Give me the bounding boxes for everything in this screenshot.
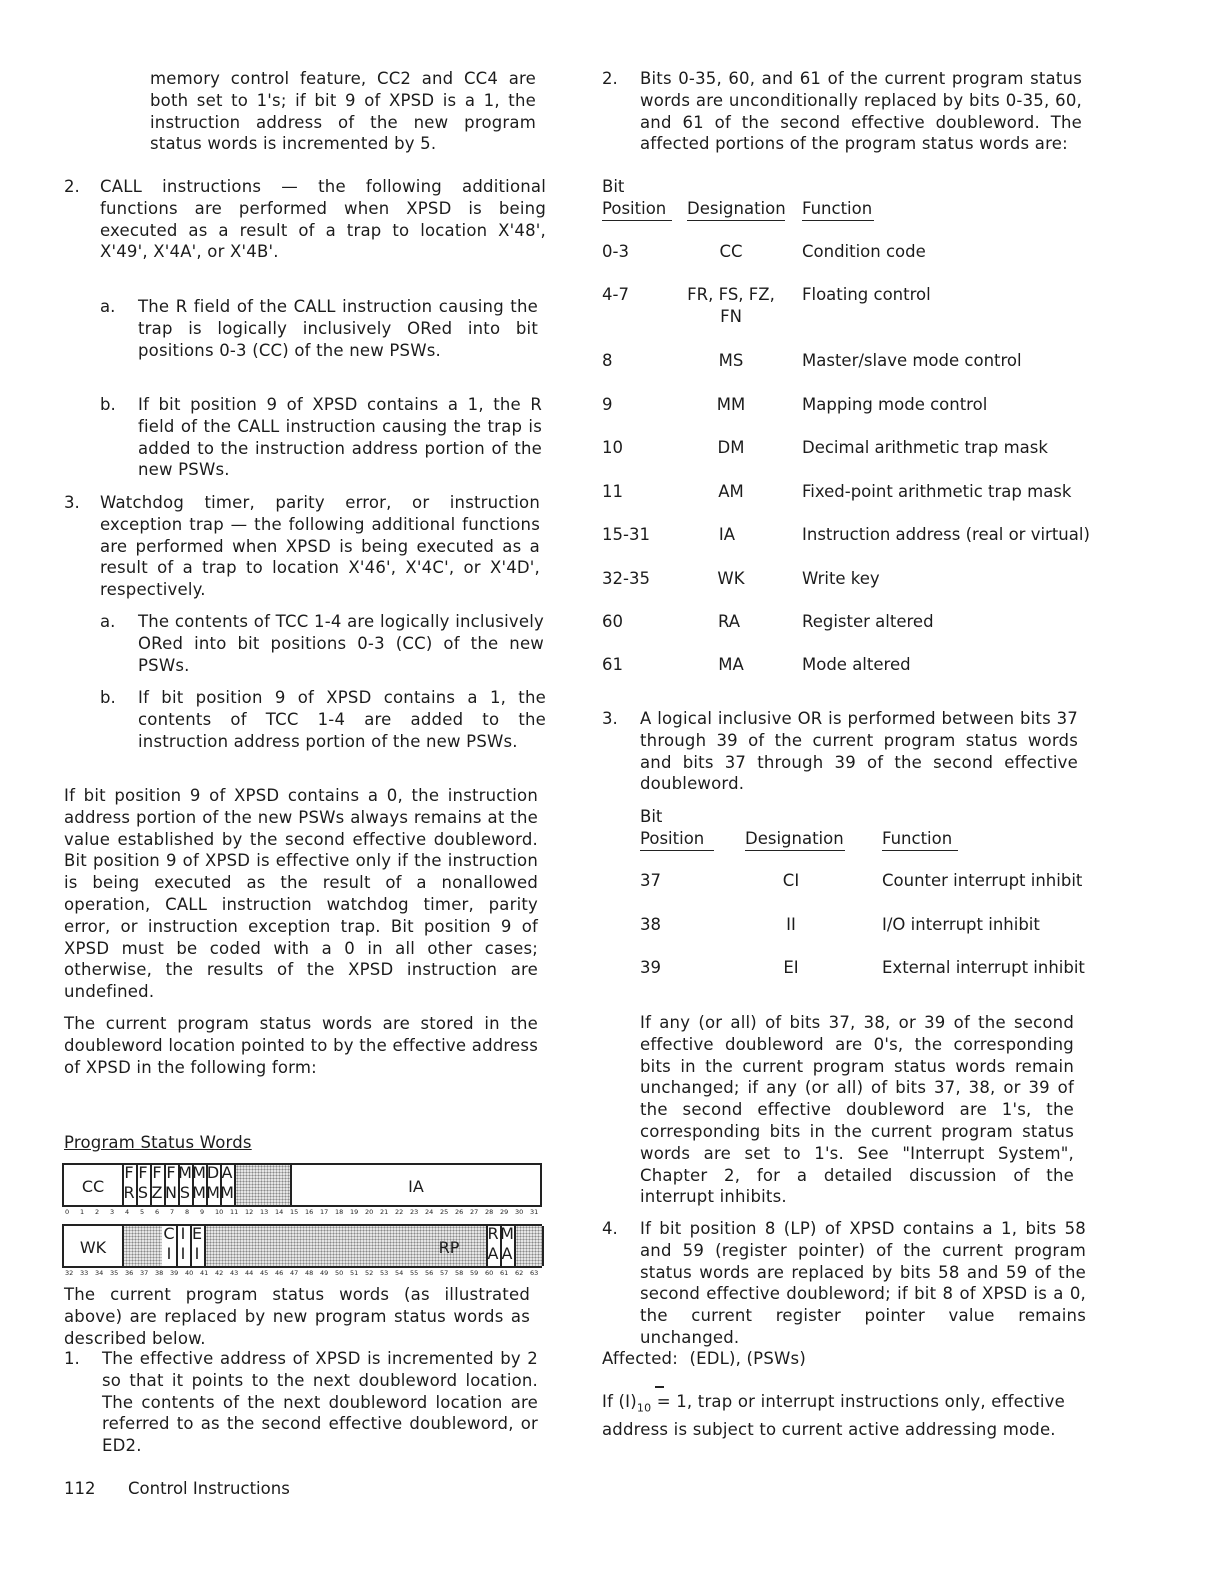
right-item-3-number: 3. (602, 709, 618, 728)
psw-bit-number: 50 (335, 1269, 344, 1277)
psw-bit-number: 35 (110, 1269, 119, 1277)
table1-row-designation: WK (717, 569, 745, 588)
table1-row-position: 15-31 (602, 525, 650, 544)
psw-bit-number: 42 (215, 1269, 224, 1277)
left-item-3a-label: a. (100, 612, 116, 631)
table1-header-function: Function (802, 198, 874, 221)
psw-bit-number: 29 (500, 1208, 509, 1216)
psw-bit-number: 15 (290, 1208, 299, 1216)
right-paragraph-inhibits: If any (or all) of bits 37, 38, or 39 of the second effective doubleword are 0's, the corresponding bits in the current program status words remain unchanged; if any (or all) of bits 37, 38, or 39 of the second effective doubleword are 1's, the corresponding bits in the current program status words are set to 1's. See "Interrupt System", Chapter 2, for a detailed discussion of the interrupt inhibits. (640, 1013, 1074, 1207)
table2-row-position: 38 (640, 915, 661, 934)
left-item-3b-text: If bit position 9 of XPSD contains a 1, the contents of TCC 1-4 are added to the instruction address portion of the new PSWs. (138, 688, 546, 751)
reserved-bits-62-63 (516, 1226, 542, 1266)
psw-field-cc: CC (81, 1177, 105, 1196)
psw-bit-number: 52 (365, 1269, 374, 1277)
psw-bit-number: 38 (155, 1269, 164, 1277)
psw-bit-number: 20 (365, 1208, 374, 1216)
psw-bit-number: 57 (440, 1269, 449, 1277)
table1-row-position: 8 (602, 351, 613, 370)
psw-field-ma: M A (500, 1224, 514, 1263)
psw-field-am: A M (220, 1163, 234, 1202)
left-item-2b-label: b. (100, 395, 116, 414)
psw-bit-number: 55 (410, 1269, 419, 1277)
psw-bit-number: 10 (215, 1208, 224, 1216)
psw-bit-number: 44 (245, 1269, 254, 1277)
table1-row-function: Condition code (802, 242, 926, 261)
table1-row-function: Decimal arithmetic trap mask (802, 438, 1048, 457)
psw-bit-number: 1 (80, 1208, 85, 1216)
psw-bit-number: 16 (305, 1208, 314, 1216)
table1-row-function: Mode altered (802, 655, 911, 674)
psw-word-2-bit-numbers (62, 1268, 542, 1278)
psw-bit-number: 28 (485, 1208, 494, 1216)
footer-section-title: Control Instructions (128, 1479, 290, 1498)
psw-bit-number: 62 (515, 1269, 524, 1277)
left-paragraph-replaced: The current program status words (as illustrated above) are replaced by new program status words as described below. (64, 1285, 530, 1348)
psw-bit-number: 63 (530, 1269, 539, 1277)
psw-bit-number: 2 (95, 1208, 100, 1216)
psw-bit-number: 58 (455, 1269, 464, 1277)
right-item-3-text: A logical inclusive OR is performed between bits 37 through 39 of the current program status words and bits 37 through 39 of the second effective doubleword. (640, 709, 1078, 794)
psw-bit-number: 39 (170, 1269, 179, 1277)
addressing-note-rest: = 1, trap or interrupt instructions only, effective address is subject to current active addressing mode. (602, 1392, 1065, 1440)
table2-row-designation: II (786, 915, 796, 934)
table1-row-designation: AM (718, 482, 744, 501)
psw-bit-number: 51 (350, 1269, 359, 1277)
table2-header-designation: Designation (745, 828, 845, 851)
reserved-bits-36-37 (122, 1226, 162, 1266)
left-item-1-number: 1. (64, 1349, 80, 1368)
table1-row-function: Fixed-point arithmetic trap mask (802, 482, 1072, 501)
table1-row-function: Instruction address (real or virtual) (802, 525, 1090, 544)
psw-bit-number: 47 (290, 1269, 299, 1277)
psw-field-rp: RP (438, 1238, 460, 1257)
psw-bit-number: 8 (185, 1208, 190, 1216)
table1-row-function: Write key (802, 569, 880, 588)
table1-row-designation: DM (717, 438, 745, 457)
psw-bit-number: 32 (65, 1269, 74, 1277)
psw-bit-number: 7 (170, 1208, 175, 1216)
left-item-3b-label: b. (100, 688, 116, 707)
table1-row-designation: MA (718, 655, 744, 674)
psw-bit-number: 60 (485, 1269, 494, 1277)
left-item-2a-text: The R field of the CALL instruction causing the trap is logically inclusively ORed into bit positions 0-3 (CC) of the new PSWs. (138, 297, 538, 360)
psw-bit-number: 24 (425, 1208, 434, 1216)
psw-diagram-title: Program Status Words (64, 1133, 252, 1152)
psw-bit-number: 46 (275, 1269, 284, 1277)
table1-row-position: 4-7 (602, 285, 629, 304)
psw-bit-number: 37 (140, 1269, 149, 1277)
table1-row-function: Mapping mode control (802, 395, 988, 414)
left-paragraph-stored-form: The current program status words are stored in the doubleword location pointed to by the effective address of XPSD in the following form: (64, 1014, 538, 1077)
psw-bit-number: 27 (470, 1208, 479, 1216)
psw-bit-number: 4 (125, 1208, 130, 1216)
psw-bit-number: 19 (350, 1208, 359, 1216)
table1-row-function: Master/slave mode control (802, 351, 1022, 370)
psw-field-ei: E I (191, 1224, 203, 1263)
psw-bit-number: 54 (395, 1269, 404, 1277)
affected-value: (EDL), (PSWs) (689, 1349, 806, 1368)
psw-bit-number: 9 (200, 1208, 205, 1216)
psw-bit-number: 30 (515, 1208, 524, 1216)
left-item-2-number: 2. (64, 177, 80, 196)
table1-row-designation: MS (718, 351, 744, 370)
psw-field-ci: C I (163, 1224, 175, 1263)
left-item-3a-text: The contents of TCC 1-4 are logically inclusively ORed into bit positions 0-3 (CC) of the new PSWs. (138, 612, 544, 675)
table2-row-designation: EI (783, 958, 799, 977)
psw-bit-number: 61 (500, 1269, 509, 1277)
affected-line (602, 1348, 806, 1370)
psw-bit-number: 17 (320, 1208, 329, 1216)
psw-bit-number: 21 (380, 1208, 389, 1216)
right-item-2-text: Bits 0-35, 60, and 61 of the current program status words are unconditionally replaced by bits 0-35, 60, and 61 of the second effective doubleword. The affected portions of the program status words are: (640, 69, 1082, 154)
table1-row-position: 61 (602, 655, 623, 674)
psw-bit-number: 34 (95, 1269, 104, 1277)
table2-row-function: External interrupt inhibit (882, 958, 1085, 977)
psw-bit-number: 18 (335, 1208, 344, 1216)
psw-field-ia: IA (408, 1177, 424, 1196)
left-item-3-text: Watchdog timer, parity error, or instruction exception trap — the following additional functions are performed when XPSD is being executed as a result of a trap to location X'46', X'4C', or X'4D', respectively. (100, 493, 540, 600)
psw-bit-number: 48 (305, 1269, 314, 1277)
left-item-1-text: The effective address of XPSD is incremented by 2 so that it points to the next doubleword location. The contents of the next doubleword location are referred to as the second effective doubleword, or ED2. (102, 1349, 538, 1456)
psw-bit-number: 13 (260, 1208, 269, 1216)
table1-row-position: 32-35 (602, 569, 650, 588)
psw-bit-number: 14 (275, 1208, 284, 1216)
page-number: 112 (64, 1479, 96, 1498)
psw-bit-number: 31 (530, 1208, 539, 1216)
affected-label: Affected: (602, 1349, 678, 1368)
left-paragraph-bit9: If bit position 9 of XPSD contains a 0, the instruction address portion of the new PSWs always remains at the value established by the second effective doubleword. Bit position 9 of XPSD is effective only if the instruction is being executed as the result of a nonallowed operation, CALL instruction watchdog timer, parity error, or instruction exception trap. Bit position 9 of XPSD must be coded with a 0 in all other cases; otherwise, the results of the XPSD instruction are undefined. (64, 786, 538, 1002)
psw-field-ms: M S (178, 1163, 192, 1202)
table2-row-position: 37 (640, 871, 661, 890)
right-item-4-text: If bit position 8 (LP) of XPSD contains a 1, bits 58 and 59 (register pointer) of the current program status words are replaced by bits 58 and 59 of the second effective doubleword; if bit 8 of XPSD is a 0, the current register pointer value remains unchanged. (640, 1219, 1086, 1347)
table2-header-function: Function (882, 828, 958, 851)
table1-row-position: 10 (602, 438, 623, 457)
psw-field-ra: R A (487, 1224, 499, 1263)
table1-row-position: 0-3 (602, 242, 629, 261)
table1-header-bit: Bit (602, 177, 625, 196)
psw-bit-number: 53 (380, 1269, 389, 1277)
psw-bit-number: 5 (140, 1208, 145, 1216)
psw-bit-number: 6 (155, 1208, 160, 1216)
psw-bit-number: 49 (320, 1269, 329, 1277)
psw-bit-number: 33 (80, 1269, 89, 1277)
table1-row-designation: CC (719, 242, 743, 261)
left-item-2b-text: If bit position 9 of XPSD contains a 1, the R field of the CALL instruction causing the trap is added to the instruction address portion of the new PSWs. (138, 395, 542, 480)
psw-bit-number: 59 (470, 1269, 479, 1277)
table2-row-position: 39 (640, 958, 661, 977)
psw-bit-number: 0 (65, 1208, 70, 1216)
table1-row-position: 11 (602, 482, 623, 501)
psw-field-fz: F Z (151, 1163, 163, 1202)
addressing-note-prefix: If (I) (602, 1392, 637, 1411)
psw-field-wk: WK (79, 1238, 107, 1257)
table2-row-function: Counter interrupt inhibit (882, 871, 1083, 890)
addressing-note (602, 1391, 1082, 1441)
psw-field-fs: F S (137, 1163, 149, 1202)
table1-row-designation: IA (718, 525, 736, 544)
psw-bit-number: 45 (260, 1269, 269, 1277)
psw-word-2 (62, 1224, 542, 1268)
psw-field-fn: F N (165, 1163, 177, 1202)
table1-row-designation: RA (717, 612, 741, 631)
table2-header-position: Position (640, 828, 714, 851)
table1-row-function: Register altered (802, 612, 934, 631)
psw-bit-number: 23 (410, 1208, 419, 1216)
psw-bit-number: 11 (230, 1208, 239, 1216)
overbar-mark (655, 1386, 664, 1388)
psw-bit-number: 22 (395, 1208, 404, 1216)
psw-bit-number: 12 (245, 1208, 254, 1216)
left-item-2-text: CALL instructions — the following additional functions are performed when XPSD is being executed as a result of a trap to location X'48', X'49', X'4A', or X'4B'. (100, 177, 546, 262)
psw-bit-number: 3 (110, 1208, 115, 1216)
table2-header-bit: Bit (640, 807, 663, 826)
psw-field-dm: D M (206, 1163, 220, 1202)
table1-row-designation: FR, FS, FZ, FN (687, 285, 775, 326)
psw-bit-number: 40 (185, 1269, 194, 1277)
psw-bit-number: 41 (200, 1269, 209, 1277)
psw-bit-number: 43 (230, 1269, 239, 1277)
left-item-3-number: 3. (64, 493, 80, 512)
right-item-2-number: 2. (602, 69, 618, 88)
table1-row-position: 60 (602, 612, 623, 631)
psw-field-mm: M M (192, 1163, 206, 1202)
reserved-bits-12-14 (236, 1165, 290, 1205)
table1-row-position: 9 (602, 395, 613, 414)
table1-row-designation: MM (716, 395, 746, 414)
table2-row-function: I/O interrupt inhibit (882, 915, 1040, 934)
psw-word-1-bit-numbers (62, 1207, 542, 1217)
psw-word-1 (62, 1163, 542, 1207)
right-item-4-number: 4. (602, 1219, 618, 1238)
psw-bit-number: 36 (125, 1269, 134, 1277)
left-continuation-text: memory control feature, CC2 and CC4 are both set to 1's; if bit 9 of XPSD is a 1, the instruction address of the new program status words is incremented by 5. (150, 69, 536, 154)
table1-row-function: Floating control (802, 285, 931, 304)
psw-field-ii: I I (180, 1224, 186, 1263)
psw-bit-number: 56 (425, 1269, 434, 1277)
psw-bit-number: 26 (455, 1208, 464, 1216)
table1-header-designation: Designation (687, 198, 785, 221)
psw-field-fr: F R (123, 1163, 135, 1202)
table2-row-designation: CI (782, 871, 800, 890)
psw-bit-number: 25 (440, 1208, 449, 1216)
left-item-2a-label: a. (100, 297, 116, 316)
table1-header-position: Position (602, 198, 672, 221)
addressing-note-subscript: 10 (636, 1401, 652, 1415)
